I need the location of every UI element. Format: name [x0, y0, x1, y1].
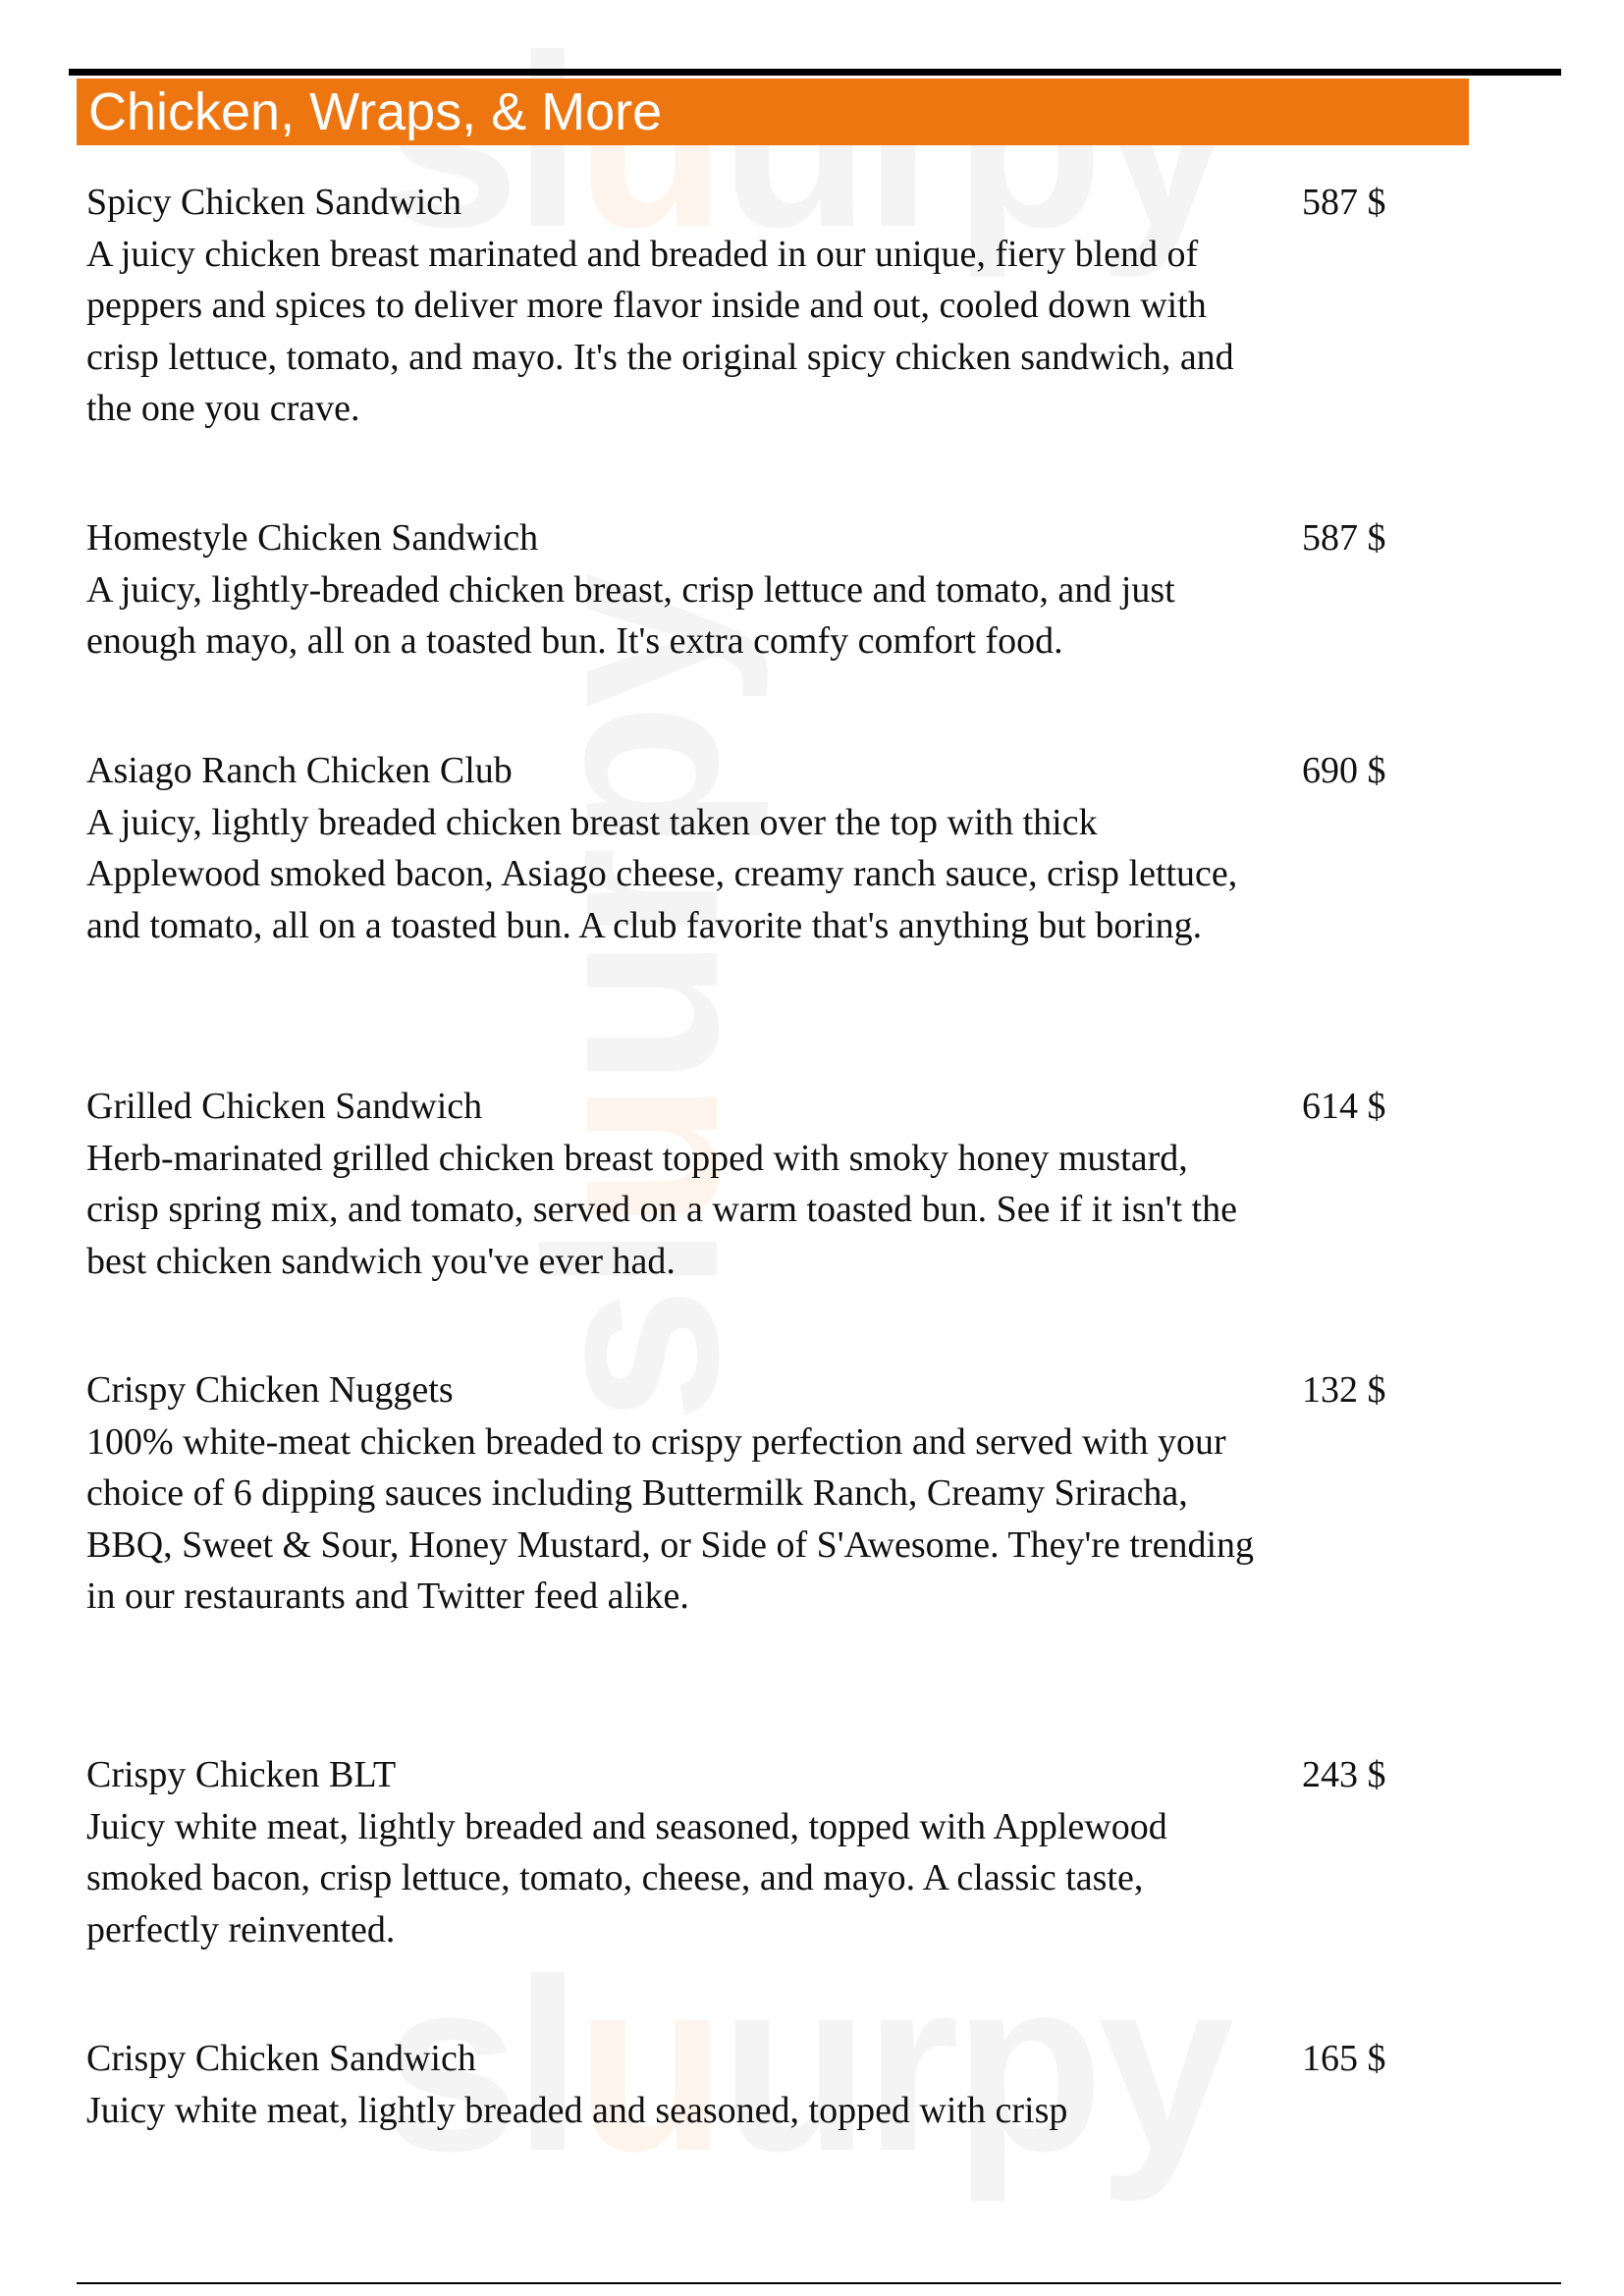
item-name: Crispy Chicken Nuggets — [86, 1369, 454, 1411]
item-price: 614 $ — [1302, 1086, 1386, 1127]
watermark-logo: u — [575, 1928, 721, 2202]
item-price: 690 $ — [1302, 750, 1386, 791]
item-name: Grilled Chicken Sandwich — [86, 1086, 483, 1127]
menu-item — [86, 1081, 1441, 1287]
item-price: 587 $ — [1302, 517, 1386, 559]
item-description: Juicy white meat, lightly breaded and seasoned, topped with Applewood smoked bacon, crisp lettuce, tomato, cheese, and mayo. A classic taste, perfectly reinvented. — [86, 1805, 1167, 1950]
menu-item — [86, 1749, 1441, 1955]
item-price: 132 $ — [1302, 1369, 1386, 1411]
item-description: A juicy chicken breast marinated and breaded in our unique, fiery blend of peppers and spices to deliver more flavor inside and out, cooled down with crisp lettuce, tomato, and mayo. It's the original spicy chicken sandwich, and the one you crave. — [86, 233, 1234, 429]
section-title: Chicken, Wraps, & More — [77, 79, 1469, 145]
item-description: Juicy white meat, lightly breaded and seasoned, topped with crisp — [86, 2089, 1068, 2131]
top-rule — [69, 69, 1561, 76]
bottom-rule — [77, 2282, 1561, 2284]
item-name: Asiago Ranch Chicken Club — [86, 750, 513, 791]
item-name: Crispy Chicken Sandwich — [86, 2038, 476, 2079]
menu-item — [86, 512, 1441, 667]
item-description: 100% white-meat chicken breaded to crispy perfection and served with your choice of 6 dipping sauces including Buttermilk Ranch, Creamy Sriracha, BBQ, Sweet & Sour, Honey Mustard, or Side of S'Awesome. They're trending in our restaurants and Twitter feed alike. — [86, 1420, 1255, 1617]
watermark-logo: u — [495, 1086, 769, 1231]
item-price: 165 $ — [1302, 2038, 1386, 2079]
menu-item — [86, 745, 1441, 951]
item-price: 587 $ — [1302, 182, 1386, 223]
menu-item — [86, 177, 1441, 435]
item-name: Crispy Chicken BLT — [86, 1754, 397, 1795]
item-description: A juicy, lightly breaded chicken breast taken over the top with thick Applewood smoked bacon, Asiago cheese, creamy ranch sauce, crisp lettuce, and tomato, all on a toasted bun. A club favorite that's anything but boring. — [86, 801, 1238, 946]
item-description: Herb-marinated grilled chicken breast topped with smoky honey mustard, crisp spring mix, and tomato, served on a warm toasted bun. See if it isn't the best chicken sandwich you've ever had. — [86, 1137, 1237, 1282]
item-name: Spicy Chicken Sandwich — [86, 182, 462, 223]
item-description: A juicy, lightly-breaded chicken breast, crisp lettuce and tomato, and just enough mayo, all on a toasted bun. It's extra comfy comfort food. — [86, 568, 1175, 662]
item-price: 243 $ — [1302, 1754, 1386, 1795]
menu-item — [86, 1364, 1441, 1623]
menu-item — [86, 2033, 1441, 2136]
item-name: Homestyle Chicken Sandwich — [86, 517, 539, 559]
